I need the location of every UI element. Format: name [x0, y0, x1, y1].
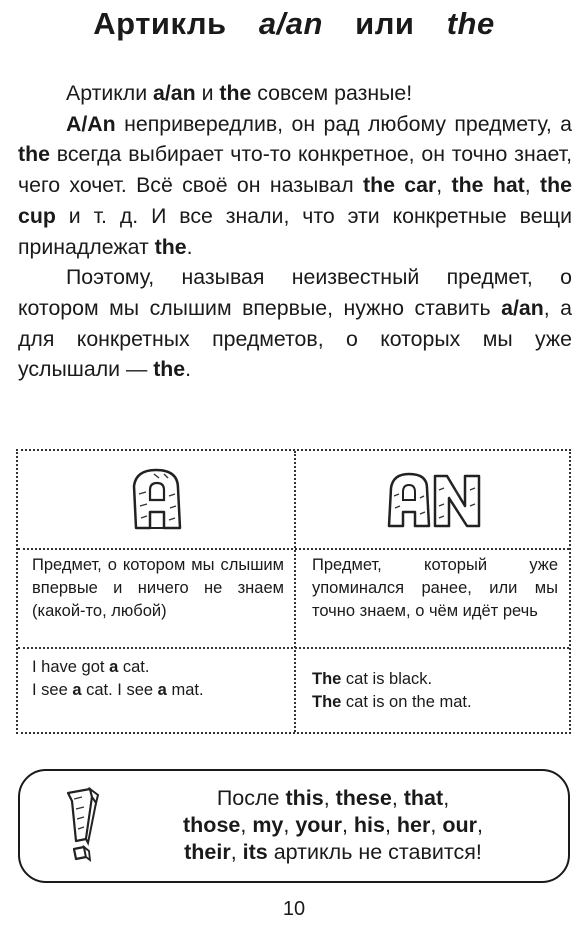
- note-line: their, its артикль не ставится!: [184, 840, 482, 864]
- example-left: [32, 656, 284, 702]
- title-articles: a/an: [258, 6, 323, 41]
- description-left: Предмет, о котором мы слышим впервые и ничего не знаем (какой-то, любой): [32, 556, 284, 620]
- title-the: the: [446, 6, 495, 41]
- example-line: I see a cat. I see a mat.: [32, 681, 204, 699]
- note-line: those, my, your, his, her, our,: [183, 813, 483, 837]
- table-divider: [18, 548, 569, 550]
- body-text: [18, 78, 572, 385]
- page-number: 10: [282, 898, 306, 920]
- table-divider: [294, 451, 296, 732]
- title-conj: или: [355, 6, 415, 41]
- example-right: [312, 668, 558, 714]
- example-line: The cat is black.: [312, 670, 433, 688]
- letter-an-illustration: [385, 470, 483, 530]
- title-prefix: Артикль: [93, 6, 227, 41]
- rule-note-text: [20, 785, 568, 866]
- rule-note-box: [18, 769, 570, 883]
- comparison-table: [16, 449, 571, 734]
- paragraph: Артикли a/an и the совсем разные!: [66, 81, 413, 105]
- paragraph: Поэтому, называя неизвестный предмет, о котором мы слышим впервые, нужно ставить a/an, а для конкретных предметов, о которых мы уже услышали — the.: [18, 265, 572, 382]
- page-title: [0, 6, 588, 42]
- example-line: I have got a cat.: [32, 658, 150, 676]
- paragraph: A/An непривередлив, он рад любому предмету, а the всегда выбирает что-то конкретное, он точно знает, чего хочет. Всё своё он называл the car, the hat, the cup и т. д. И все знали, что эти конкретные вещи принадлежат the.: [18, 111, 572, 259]
- table-divider: [18, 647, 569, 649]
- note-line: После this, these, that,: [216, 786, 450, 810]
- letter-a-illustration: [126, 466, 188, 532]
- example-line: The cat is on the mat.: [312, 693, 472, 711]
- description-right: Предмет, который уже упоминался ранее, или мы точно знаем, о чём идёт речь: [312, 556, 558, 620]
